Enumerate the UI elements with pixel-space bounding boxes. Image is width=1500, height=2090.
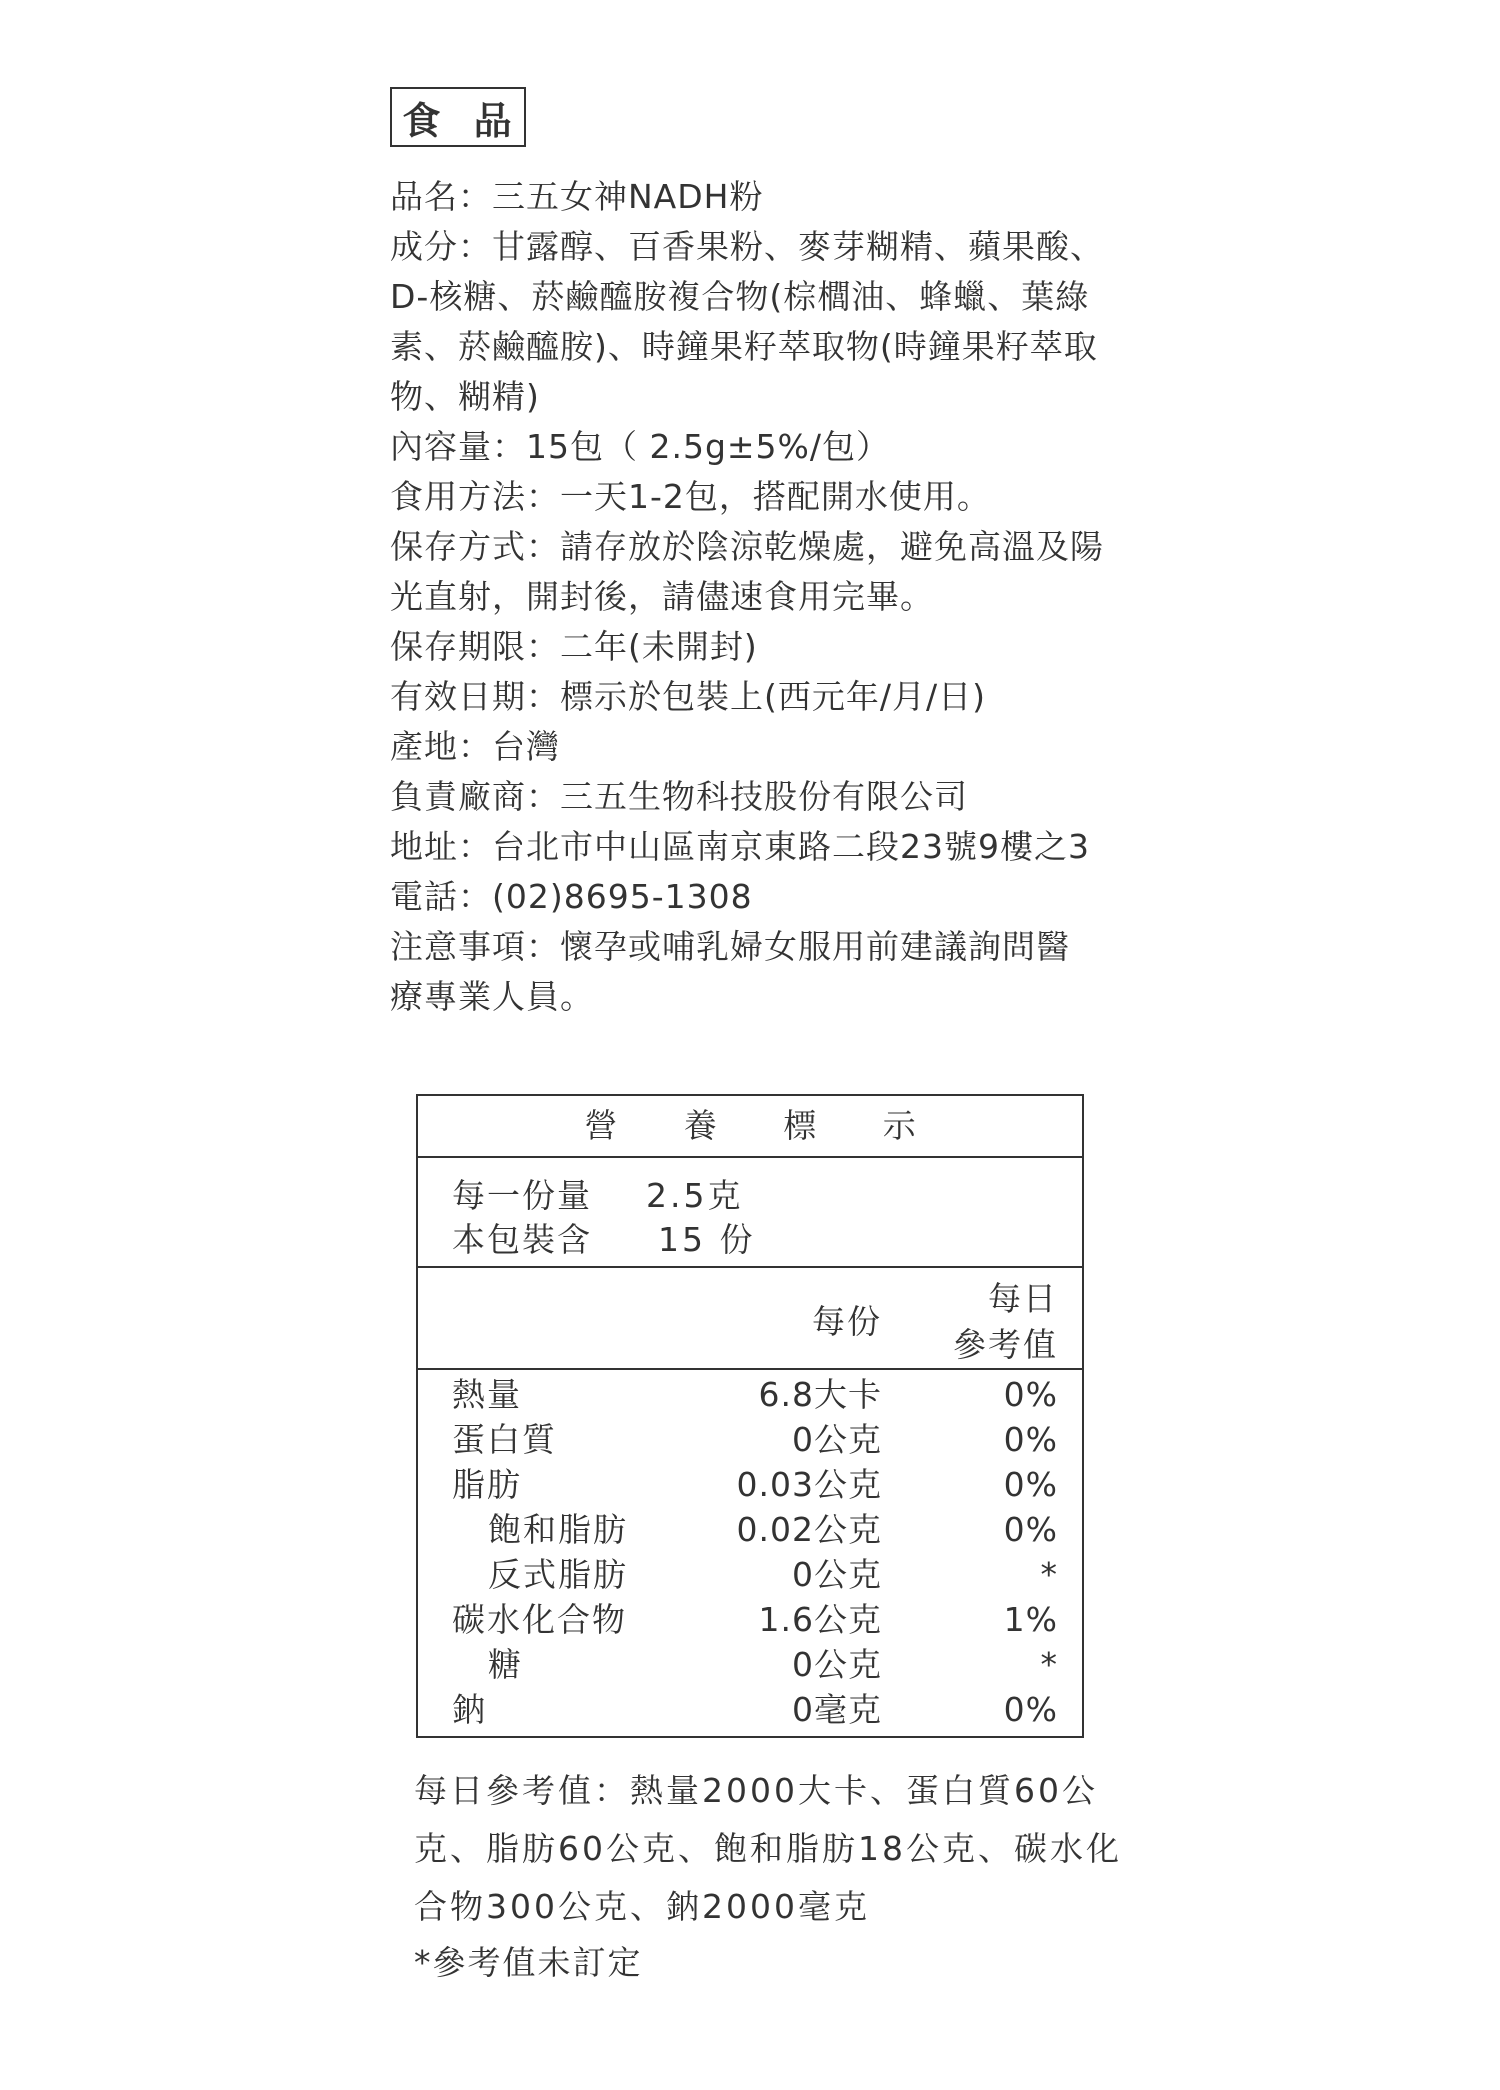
nutrient-daily-value: * — [1040, 1645, 1058, 1684]
info-line-ingredients-cont: D-核糖、菸鹼醯胺複合物(棕櫚油、蜂蠟、葉綠 — [390, 277, 1090, 316]
nutrient-name: 飽和脂肪 — [488, 1510, 628, 1549]
col-daily-line1: 每日 — [988, 1279, 1058, 1318]
nutrient-daily-value: 0% — [1003, 1375, 1058, 1414]
footnote-line: 每日參考值：熱量2000大卡、蛋白質60公 — [414, 1771, 1098, 1810]
nutrient-daily-value: 0% — [1003, 1510, 1058, 1549]
nutrient-row — [418, 1462, 1082, 1507]
info-line-ingredients: 成分：甘露醇、百香果粉、麥芽糊精、蘋果酸、 — [390, 227, 1104, 266]
nutrient-name: 脂肪 — [452, 1465, 522, 1504]
col-daily-value — [953, 1276, 1058, 1368]
nutrient-daily-value: 1% — [1003, 1600, 1058, 1639]
nutrition-title: 營 養 標 示 — [418, 1096, 1082, 1158]
info-line-origin: 產地：台灣 — [390, 727, 560, 766]
nutrient-daily-value: 0% — [1003, 1420, 1058, 1459]
daily-reference-footnote — [414, 1762, 1122, 1936]
nutrient-daily-value: 0% — [1003, 1465, 1058, 1504]
servings-per-package-label: 本包裝含 — [452, 1220, 592, 1259]
nutrient-name: 碳水化合物 — [452, 1600, 627, 1639]
info-line-usage: 食用方法：一天1-2包，搭配開水使用。 — [390, 477, 991, 516]
info-line-shelf-life: 保存期限：二年(未開封) — [390, 627, 758, 666]
info-line-phone: 電話：(02)8695-1308 — [390, 877, 753, 916]
product-info — [390, 172, 1120, 1022]
info-line-caution: 注意事項：懷孕或哺乳婦女服用前建議詢問醫 — [390, 927, 1070, 966]
serving-info — [418, 1158, 1082, 1268]
nutrient-name: 反式脂肪 — [488, 1555, 628, 1594]
nutrient-name: 熱量 — [452, 1375, 522, 1414]
category-label: 食 品 — [390, 87, 526, 147]
info-line-storage: 保存方式：請存放於陰涼乾燥處，避免高溫及陽 — [390, 527, 1104, 566]
nutrient-amount: 6.8大卡 — [758, 1375, 882, 1414]
nutrient-daily-value: 0% — [1003, 1690, 1058, 1729]
nutrient-row — [418, 1417, 1082, 1462]
servings-per-package-value: 15 份 — [658, 1220, 756, 1259]
nutrient-daily-value: * — [1040, 1555, 1058, 1594]
serving-size-label: 每一份量 — [452, 1176, 592, 1215]
nutrient-amount: 0.03公克 — [736, 1465, 882, 1504]
footnote-line: 克、脂肪60公克、飽和脂肪18公克、碳水化 — [414, 1829, 1122, 1868]
info-line-product-name: 品名：三五女神NADH粉 — [390, 177, 764, 216]
nutrient-amount: 1.6公克 — [758, 1600, 882, 1639]
nutrient-row — [418, 1552, 1082, 1597]
nutrition-facts-table — [416, 1094, 1084, 1738]
info-line-content: 內容量：15包（ 2.5g±5%/包） — [390, 427, 891, 466]
nutrient-row — [418, 1597, 1082, 1642]
nutrient-row — [418, 1507, 1082, 1552]
nutrient-amount: 0公克 — [792, 1420, 882, 1459]
col-per-serving: 每份 — [812, 1302, 882, 1341]
column-headers — [418, 1268, 1082, 1370]
info-line-storage-cont: 光直射，開封後，請儘速食用完畢。 — [390, 577, 934, 616]
info-line-ingredients-cont: 物、糊精) — [390, 377, 540, 416]
footnote-line: 合物300公克、鈉2000毫克 — [414, 1887, 870, 1926]
info-line-ingredients-cont: 素、菸鹼醯胺)、時鐘果籽萃取物(時鐘果籽萃取 — [390, 327, 1098, 366]
nutrient-row — [418, 1642, 1082, 1687]
info-line-expiry: 有效日期：標示於包裝上(西元年/月/日) — [390, 677, 986, 716]
col-daily-line2: 參考值 — [953, 1325, 1058, 1364]
nutrient-amount: 0.02公克 — [736, 1510, 882, 1549]
serving-size-value: 2.5克 — [646, 1176, 744, 1215]
info-line-caution-cont: 療專業人員。 — [390, 977, 594, 1016]
nutrient-name: 蛋白質 — [452, 1420, 557, 1459]
nutrient-amount: 0公克 — [792, 1645, 882, 1684]
nutrient-name: 糖 — [488, 1645, 523, 1684]
nutrient-row — [418, 1687, 1082, 1732]
asterisk-note: *參考值未訂定 — [414, 1943, 643, 1982]
nutrient-row — [418, 1372, 1082, 1417]
info-line-manufacturer: 負責廠商：三五生物科技股份有限公司 — [390, 777, 968, 816]
nutrient-name: 鈉 — [452, 1690, 487, 1729]
nutrient-amount: 0毫克 — [792, 1690, 882, 1729]
info-line-address: 地址：台北市中山區南京東路二段23號9樓之3 — [390, 827, 1090, 866]
nutrient-amount: 0公克 — [792, 1555, 882, 1594]
